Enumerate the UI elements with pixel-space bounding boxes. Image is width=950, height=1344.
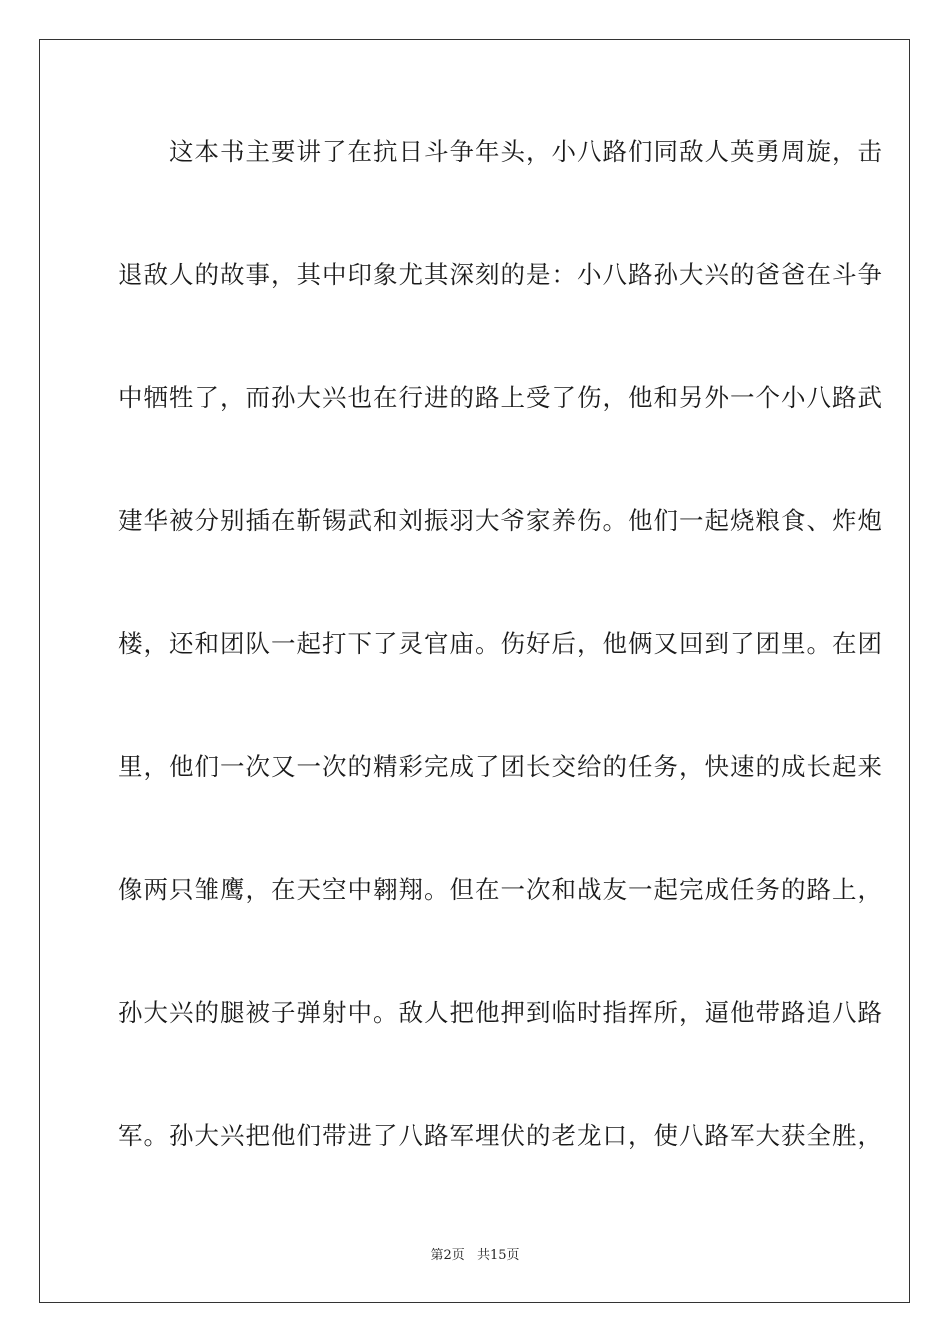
current-page-number: 第2页 bbox=[430, 1248, 465, 1263]
text-line-5: 楼，还和团队一起打下了灵官庙。伤好后，他俩又回到了团里。在团 bbox=[118, 629, 883, 658]
text-line-4: 建华被分别插在靳锡武和刘振羽大爷家养伤。他们一起烧粮食、炸炮 bbox=[118, 506, 883, 535]
page-footer bbox=[0, 1244, 950, 1263]
total-page-count: 共15页 bbox=[476, 1248, 520, 1263]
text-line-2: 退敌人的故事，其中印象尤其深刻的是：小八路孙大兴的爸爸在斗争 bbox=[118, 260, 883, 289]
document-body bbox=[118, 120, 883, 1168]
text-line-8: 孙大兴的腿被子弹射中。敌人把他押到临时指挥所，逼他带路追八路 bbox=[118, 998, 883, 1027]
text-line-1: 这本书主要讲了在抗日斗争年头，小八路们同敌人英勇周旋，击 bbox=[118, 137, 883, 166]
text-line-3: 中牺牲了，而孙大兴也在行进的路上受了伤，他和另外一个小八路武 bbox=[118, 383, 883, 412]
text-line-7: 像两只雏鹰，在天空中翱翔。但在一次和战友一起完成任务的路上， bbox=[118, 875, 883, 904]
text-line-9: 军。孙大兴把他们带进了八路军埋伏的老龙口，使八路军大获全胜， bbox=[118, 1121, 883, 1150]
text-line-6: 里，他们一次又一次的精彩完成了团长交给的任务，快速的成长起来 bbox=[118, 752, 883, 781]
